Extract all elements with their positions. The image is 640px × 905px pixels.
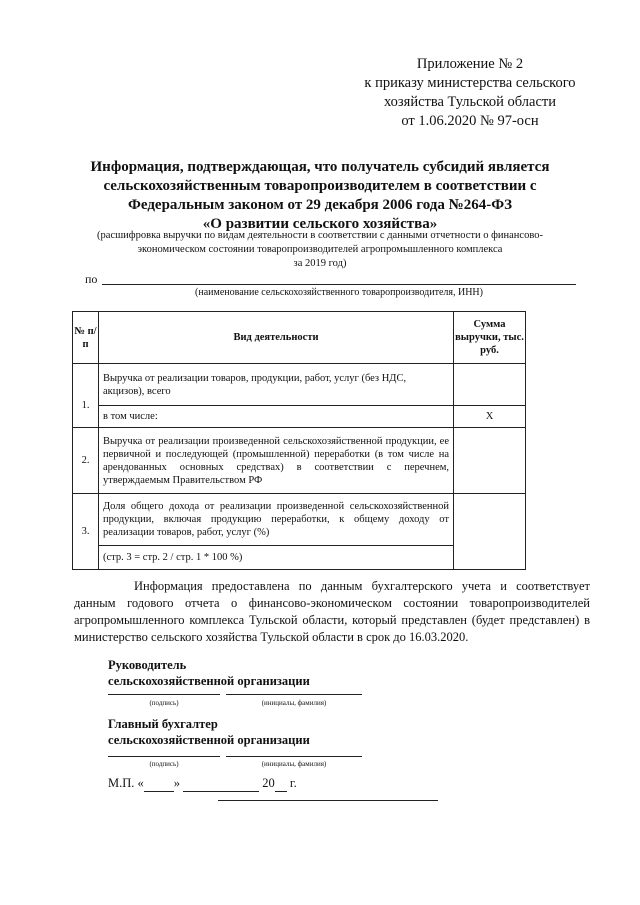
row-formula: (стр. 3 = стр. 2 / стр. 1 * 100 %) (99, 546, 454, 570)
accountant-name-caption: (инициалы, фамилия) (261, 760, 327, 768)
stamp-date-line (108, 776, 297, 792)
day-field[interactable] (144, 776, 174, 792)
row-num: 2. (73, 428, 99, 494)
accountant-signature-field[interactable] (108, 756, 220, 757)
document-title (40, 158, 600, 234)
title-line-2: сельскохозяйственным товаропроизводителем в соответствии с (103, 178, 537, 194)
accountant-title-line-2: сельскохозяйственной организации (108, 733, 310, 747)
title-line-1: Информация, подтверждающая, что получатель субсидий является (90, 159, 550, 175)
stamp-year-prefix: 20 (262, 776, 275, 790)
stamp-year-suffix: г. (289, 776, 297, 790)
producer-name-field[interactable] (102, 284, 576, 285)
row-activity: Выручка от реализации произведенной сельскохозяйственной продукции, ее первичной и последующей (промышленной) переработки (в том числе на арендованных основных средствах) в соответствии с перечнем, утверждаемым Правительством РФ (99, 428, 454, 494)
document-subtitle (70, 229, 570, 271)
subtitle-line-3: за 2019 год) (293, 258, 347, 269)
head-title-line-2: сельскохозяйственной организации (108, 674, 310, 688)
row-sum-mark: X (454, 406, 526, 428)
head-signature-field[interactable] (108, 694, 220, 695)
header-activity: Вид деятельности (99, 312, 454, 364)
accountant-sign-caption: (подпись) (149, 760, 179, 768)
row-activity: в том числе: (99, 406, 454, 428)
head-name-field[interactable] (226, 694, 362, 695)
head-name-caption: (инициалы, фамилия) (261, 699, 327, 707)
title-line-4: «О развитии сельского хозяйства» (202, 216, 438, 232)
table-row (73, 428, 526, 494)
head-signature-title (108, 657, 310, 689)
subtitle-line-1: (расшифровка выручки по видам деятельности в соответствии с данными отчетности о финансово- (97, 230, 543, 241)
row-num: 3. (73, 494, 99, 570)
subtitle-line-2: экономическом состоянии товаропроизводителей агропромышленного комплекса (137, 244, 503, 255)
table-row (73, 364, 526, 406)
appendix-date-number: от 1.06.2020 № 97-осн (401, 113, 539, 129)
row-activity: Выручка от реализации товаров, продукции, работ, услуг (без НДС, акцизов), всего (99, 364, 454, 406)
producer-caption: (наименование сельскохозяйственного товаропроизводителя, ИНН) (195, 287, 483, 298)
appendix-order-ref: к приказу министерства сельского (364, 75, 576, 91)
accountant-name-field[interactable] (226, 756, 362, 757)
bottom-divider (218, 800, 438, 801)
row-sum-field[interactable] (454, 428, 526, 494)
table-row (73, 494, 526, 546)
title-line-3: Федеральным законом от 29 декабря 2006 года №264-ФЗ (127, 197, 513, 213)
accountant-title-line-1: Главный бухгалтер (108, 717, 218, 731)
row-sum-field[interactable] (454, 494, 526, 570)
table-row (73, 406, 526, 428)
row-num: 1. (73, 364, 99, 428)
appendix-ministry: хозяйства Тульской области (383, 94, 557, 110)
head-sign-caption: (подпись) (149, 699, 179, 707)
row-activity: Доля общего дохода от реализации произведенной сельскохозяйственной продукции, включая продукцию переработки, к общему доходу от реализации товаров, работ, услуг (%) (99, 494, 454, 546)
head-title-line-1: Руководитель (108, 658, 187, 672)
header-num: № п/п (73, 312, 99, 364)
month-field[interactable] (183, 776, 259, 792)
activity-table (72, 311, 526, 570)
info-note: Информация предоставлена по данным бухгалтерского учета и соответствует данным годового отчета о финансово-экономическом состоянии товаропроизводителей агропромышленного комплекса Тульской области, который представлен (будет представлен) в министерство сельского хозяйства Тульской области в срок до 16.03.2020. (74, 579, 590, 644)
year-field[interactable] (275, 776, 287, 792)
table-header-row (73, 312, 526, 364)
appendix-header (330, 55, 610, 131)
accountant-signature-title (108, 716, 310, 748)
stamp-prefix: М.П. « (108, 776, 144, 790)
stamp-quote-close: » (173, 776, 181, 790)
header-sum: Сумма выручки, тыс. руб. (454, 312, 526, 364)
row-sum-field[interactable] (454, 364, 526, 406)
producer-label: по (85, 272, 98, 286)
appendix-number: Приложение № 2 (416, 56, 524, 72)
